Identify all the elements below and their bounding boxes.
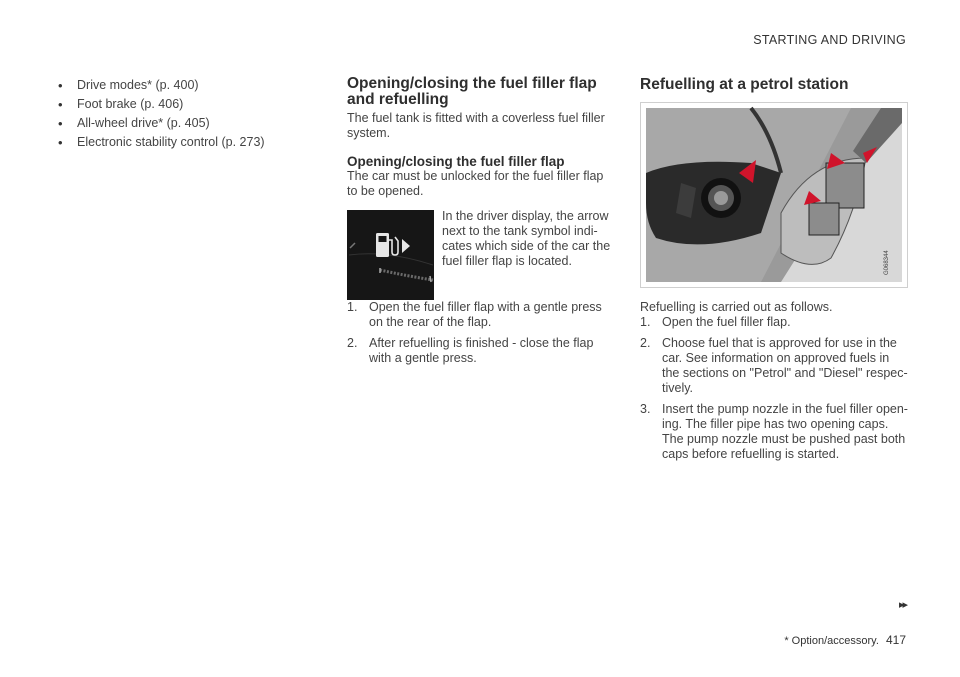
section-intro: The fuel tank is fitted with a coverless fuel filler system. — [347, 111, 605, 140]
step-item — [347, 336, 612, 366]
continue-arrows-icon[interactable]: ▸▸ — [898, 599, 906, 611]
related-link-foot-brake[interactable]: • Foot brake (p. 406) — [54, 97, 314, 112]
step-text: After refuelling is finished - close the flap with a gentle press. — [369, 336, 594, 365]
related-link-all-wheel-drive[interactable]: • All-wheel drive* (p. 405) — [54, 116, 314, 131]
filler-diagram — [641, 103, 907, 287]
driver-display-image — [347, 210, 434, 300]
subsection-intro: The car must be unlocked for the fuel filler flap to be opened. — [347, 169, 604, 198]
subsection-heading: Opening/closing the fuel filler flap — [347, 154, 565, 169]
step-text: Open the fuel filler flap with a gentle press on the rear of the flap. — [369, 300, 602, 329]
related-links-column — [54, 78, 314, 154]
step-number: 2. — [347, 336, 358, 350]
fuel-flap-section — [347, 76, 612, 372]
fuel-pump-icon — [347, 210, 434, 300]
driver-display-caption: In the driver display, the arrow next to the tank symbol indi-cates which side of the car the fuel filler flap is located. — [442, 209, 611, 268]
step-item — [347, 300, 612, 330]
step-item — [640, 336, 908, 396]
step-text: Open the fuel filler flap. — [662, 315, 791, 329]
refuelling-section — [640, 77, 908, 468]
refuelling-steps-list — [640, 315, 908, 462]
page-footer — [784, 633, 906, 647]
section-header: STARTING AND DRIVING — [753, 33, 906, 47]
refuelling-illustration — [640, 102, 908, 288]
related-link-drive-modes[interactable]: • Drive modes* (p. 400) — [54, 78, 314, 93]
refuelling-heading: Refuelling at a petrol station — [640, 76, 849, 93]
footnote: * Option/accessory. — [784, 635, 879, 647]
related-links-list — [54, 78, 314, 150]
page-number: 417 — [885, 633, 906, 647]
driver-display-figure-row — [347, 210, 612, 300]
section-title: Opening/closing the fuel filler flap and refuelling — [347, 75, 597, 108]
flap-steps-list — [347, 300, 612, 366]
step-text: Insert the pump nozzle in the fuel filler open-ing. The filler pipe has two opening caps. The pump nozzle must be pushed past both caps before refuelling is started. — [662, 402, 908, 461]
step-item — [640, 315, 908, 330]
figure-code: G068344 — [884, 250, 890, 275]
step-number: 1. — [347, 300, 358, 314]
related-link-stability-control[interactable]: • Electronic stability control (p. 273) — [54, 135, 314, 150]
step-item — [640, 402, 908, 462]
step-number: 2. — [640, 336, 651, 350]
step-number: 3. — [640, 402, 651, 416]
step-number: 1. — [640, 315, 651, 329]
refuelling-intro: Refuelling is carried out as follows. — [640, 300, 833, 314]
step-text: Choose fuel that is approved for use in the car. See information on approved fuels in the sections on "Petrol" and "Diesel" respec-tively. — [662, 336, 908, 395]
